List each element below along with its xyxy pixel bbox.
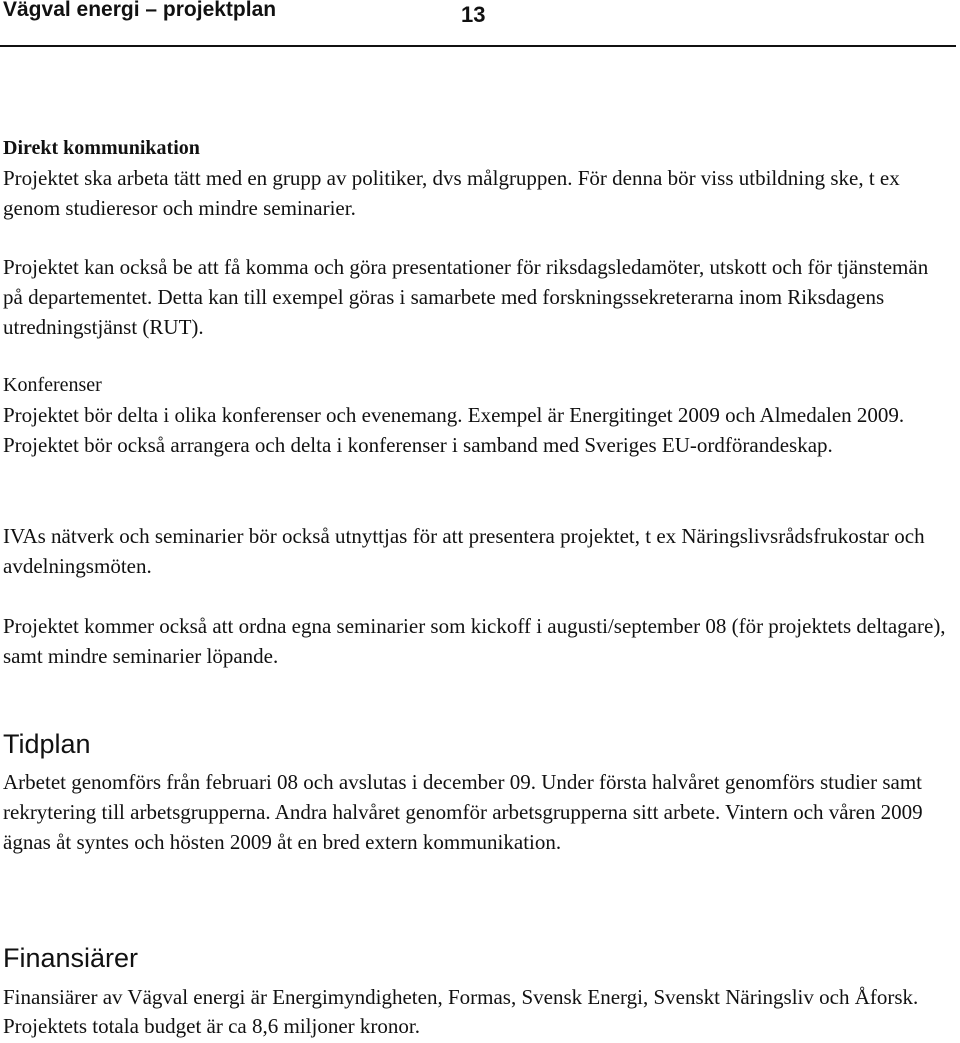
header-rule bbox=[0, 45, 956, 47]
section-heading: Finansiärer bbox=[3, 943, 139, 973]
section-heading: Konferenser bbox=[3, 374, 102, 396]
section-konferenser bbox=[3, 370, 953, 460]
paragraph-block bbox=[3, 983, 953, 1041]
paragraph: Projektet ska arbeta tätt med en grupp av politiker, dvs målgruppen. För denna bör viss utbildning ske, t ex genom studieresor och mindre seminarier. bbox=[3, 166, 900, 220]
section-tidplan bbox=[3, 727, 953, 761]
paragraph-block bbox=[3, 252, 953, 342]
header-title: Vägval energi – projektplan bbox=[3, 0, 277, 21]
section-heading: Tidplan bbox=[3, 729, 91, 759]
paragraph: Finansiärer av Vägval energi är Energimyndigheten, Formas, Svensk Energi, Svenskt Näringsliv och Åforsk. Projektets totala budget är ca 8,6 miljoner kronor. bbox=[3, 985, 919, 1038]
paragraph-block bbox=[3, 611, 953, 671]
section-heading: Direkt kommunikation bbox=[3, 137, 200, 159]
section-direkt-kommunikation bbox=[3, 133, 953, 223]
paragraph: Projektet kan också be att få komma och göra presentationer för riksdagsledamöter, utskott och för tjänstemän på departementet. Detta kan till exempel göras i samarbete med forskningssekreterarna inom Riksdagens utredningstjänst (RUT). bbox=[3, 255, 929, 339]
paragraph-block bbox=[3, 767, 953, 857]
paragraph: Projektet bör delta i olika konferenser och evenemang. Exempel är Energitinget 2009 och Almedalen 2009. Projektet bör också arrangera och delta i konferenser i samband med Sveriges EU-ordförandeskap. bbox=[3, 403, 905, 457]
paragraph: IVAs nätverk och seminarier bör också utnyttjas för att presentera projektet, t ex Näringslivsrådsfrukostar och avdelningsmöten. bbox=[3, 524, 925, 578]
paragraph: Projektet kommer också att ordna egna seminarier som kickoff i augusti/september 08 (för projektets deltagare), samt mindre seminarier löpande. bbox=[3, 614, 946, 668]
section-finansiarer bbox=[3, 941, 953, 975]
page-number: 13 bbox=[461, 2, 486, 27]
paragraph: Arbetet genomförs från februari 08 och avslutas i december 09. Under första halvåret genomförs studier samt rekrytering till arbetsgrupperna. Andra halvåret genomför arbetsgrupperna sitt arbete. Vintern och våren 2009 ägnas åt syntes och hösten 2009 åt en bred extern kommunikation. bbox=[3, 770, 923, 854]
paragraph-block bbox=[3, 521, 953, 581]
